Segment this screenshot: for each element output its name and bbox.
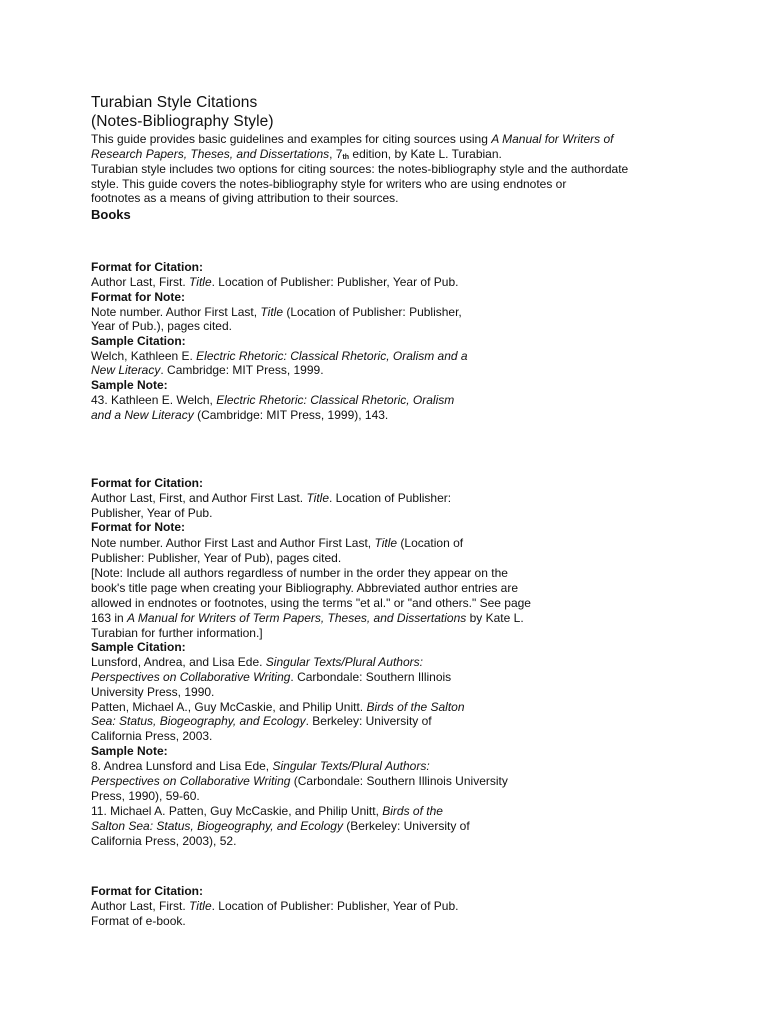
books-heading: Books	[91, 207, 131, 222]
format-note-text-1: Note number. Author First Last, Title (Location of Publisher: Publisher,	[91, 305, 462, 319]
sample-citation-text-1: Lunsford, Andrea, and Lisa Ede. Singular Texts/Plural Authors:	[91, 655, 423, 669]
format-citation-text: Author Last, First. Title. Location of Publisher: Publisher, Year of Pub.	[91, 899, 459, 913]
page-subtitle: (Notes-Bibliography Style)	[91, 113, 274, 130]
intro-line-3: Turabian style includes two options for citing sources: the notes-bibliography style and the authordate	[91, 162, 629, 176]
sample-citation-text-5: Sea: Status, Biogeography, and Ecology. Berkeley: University of	[91, 714, 432, 728]
sample-note-text-2: and a New Literacy (Cambridge: MIT Press, 1999), 143.	[91, 408, 389, 422]
format-note-text-2: Year of Pub.), pages cited.	[91, 319, 232, 333]
format-citation-heading: Format for Citation:	[91, 476, 203, 490]
sample-note-text-6: California Press, 2003), 52.	[91, 834, 237, 848]
format-note-text-2: Publisher: Publisher, Year of Pub), pages cited.	[91, 551, 342, 565]
sample-note-text-3: Press, 1990), 59-60.	[91, 789, 200, 803]
format-citation-heading: Format for Citation:	[91, 884, 203, 898]
bracket-note-2: book's title page when creating your Bibliography. Abbreviated author entries are	[91, 581, 518, 595]
sample-note-text-1: 8. Andrea Lunsford and Lisa Ede, Singular Texts/Plural Authors:	[91, 759, 430, 773]
sample-citation-text-4: Patten, Michael A., Guy McCaskie, and Philip Unitt. Birds of the Salton	[91, 700, 465, 714]
bracket-note-3: allowed in endnotes or footnotes, using the terms "et al." or "and others." See page	[91, 596, 531, 610]
intro-line-2: Research Papers, Theses, and Dissertations, 7th edition, by Kate L. Turabian.	[91, 147, 502, 161]
bracket-note-4: 163 in A Manual for Writers of Term Papers, Theses, and Dissertations by Kate L.	[91, 611, 524, 625]
sample-citation-heading: Sample Citation:	[91, 640, 186, 654]
sample-citation-text-2: New Literacy. Cambridge: MIT Press, 1999.	[91, 363, 324, 377]
format-note-heading: Format for Note:	[91, 290, 185, 304]
format-note-text-1: Note number. Author First Last and Author First Last, Title (Location of	[91, 536, 464, 550]
format-citation-text-2: Publisher, Year of Pub.	[91, 506, 213, 520]
format-citation-text-1: Author Last, First, and Author First Last. Title. Location of Publisher:	[91, 491, 452, 505]
format-citation-heading: Format for Citation:	[91, 260, 203, 274]
sample-note-text-1: 43. Kathleen E. Welch, Electric Rhetoric: Classical Rhetoric, Oralism	[91, 393, 455, 407]
bracket-note-1: [Note: Include all authors regardless of number in the order they appear on the	[91, 566, 508, 580]
intro-line-4: style. This guide covers the notes-bibliography style for writers who are using endnotes or	[91, 177, 567, 191]
page-title: Turabian Style Citations	[91, 94, 258, 111]
format-note-heading: Format for Note:	[91, 520, 185, 534]
sample-citation-text-3: University Press, 1990.	[91, 685, 215, 699]
format-ebook-text: Format of e-book.	[91, 914, 186, 928]
sample-citation-heading: Sample Citation:	[91, 334, 186, 348]
bracket-note-5: Turabian for further information.]	[91, 626, 263, 640]
sample-note-heading: Sample Note:	[91, 744, 168, 758]
sample-note-text-4: 11. Michael A. Patten, Guy McCaskie, and Philip Unitt, Birds of the	[91, 804, 443, 818]
format-citation-text: Author Last, First. Title. Location of Publisher: Publisher, Year of Pub.	[91, 275, 459, 289]
sample-note-text-2: Perspectives on Collaborative Writing (Carbondale: Southern Illinois University	[91, 774, 508, 788]
sample-note-text-5: Salton Sea: Status, Biogeography, and Ecology (Berkeley: University of	[91, 819, 470, 833]
intro-line-1: This guide provides basic guidelines and examples for citing sources using A Manual for Writers of	[91, 132, 614, 146]
sample-note-heading: Sample Note:	[91, 378, 168, 392]
sample-citation-text-2: Perspectives on Collaborative Writing. Carbondale: Southern Illinois	[91, 670, 452, 684]
intro-line-5: footnotes as a means of giving attribution to their sources.	[91, 191, 399, 205]
sample-citation-text-1: Welch, Kathleen E. Electric Rhetoric: Classical Rhetoric, Oralism and a	[91, 349, 468, 363]
sample-citation-text-6: California Press, 2003.	[91, 729, 213, 743]
